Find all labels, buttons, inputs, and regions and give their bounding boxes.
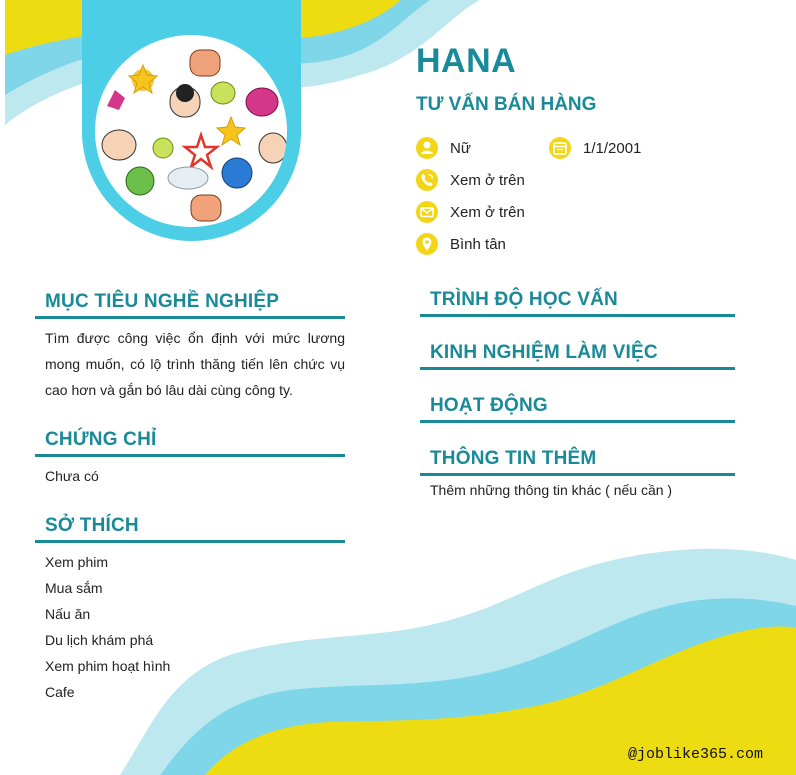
candidate-name: HANA: [416, 42, 517, 80]
job-title: TƯ VẤN BÁN HÀNG: [416, 94, 597, 115]
activities-divider: [420, 420, 735, 423]
hobby-item: Xem phim hoạt hình: [45, 658, 171, 674]
gender-row: [416, 137, 471, 159]
extra-info-divider: [420, 473, 735, 476]
email-row: [416, 201, 525, 223]
objective-divider: [35, 316, 345, 319]
birthday-row: [549, 137, 641, 159]
calendar-icon: [549, 137, 571, 159]
certificates-divider: [35, 454, 345, 457]
extra-info-text: Thêm những thông tin khác ( nếu cần ): [430, 482, 673, 498]
address-value: Bình tân: [450, 235, 506, 253]
location-icon: [416, 233, 438, 255]
extra-info-title: THÔNG TIN THÊM: [430, 448, 597, 469]
activities-title: HOẠT ĐỘNG: [430, 395, 548, 416]
certificates-text: Chưa có: [45, 468, 99, 484]
hobby-item: Du lịch khám phá: [45, 632, 154, 648]
gender-value: Nữ: [450, 139, 471, 157]
avatar: [95, 35, 287, 227]
hobbies-divider: [35, 540, 345, 543]
hobby-item: Nấu ăn: [45, 606, 91, 622]
person-icon: [416, 137, 438, 159]
objective-text: Tìm được công việc ổn định với mức lương mong muốn, có lộ trình thăng tiến lên chức vụ cao hơn và gắn bó lâu dài cùng công ty.: [45, 330, 345, 398]
phone-value: Xem ở trên: [450, 171, 525, 189]
email-value: Xem ở trên: [450, 203, 525, 221]
hobby-item: Xem phim: [45, 554, 109, 570]
hobbies-title: SỞ THÍCH: [45, 515, 139, 536]
education-divider: [420, 314, 735, 317]
phone-row: [416, 169, 525, 191]
objective-title: MỤC TIÊU NGHỀ NGHIỆP: [45, 291, 280, 312]
email-icon: [416, 201, 438, 223]
hobby-item: Cafe: [45, 684, 75, 700]
experience-title: KINH NGHIỆM LÀM VIỆC: [430, 342, 658, 363]
hobby-item: Mua sắm: [45, 580, 103, 596]
phone-icon: [416, 169, 438, 191]
address-row: [416, 233, 506, 255]
footer-handle: @joblike365.com: [628, 746, 764, 763]
birthday-value: 1/1/2001: [583, 139, 642, 157]
experience-divider: [420, 367, 735, 370]
sticker-collage-image: [95, 35, 287, 227]
hobbies-list: [45, 552, 170, 708]
education-title: TRÌNH ĐỘ HỌC VẤN: [430, 289, 618, 310]
certificates-title: CHỨNG CHỈ: [45, 429, 157, 450]
